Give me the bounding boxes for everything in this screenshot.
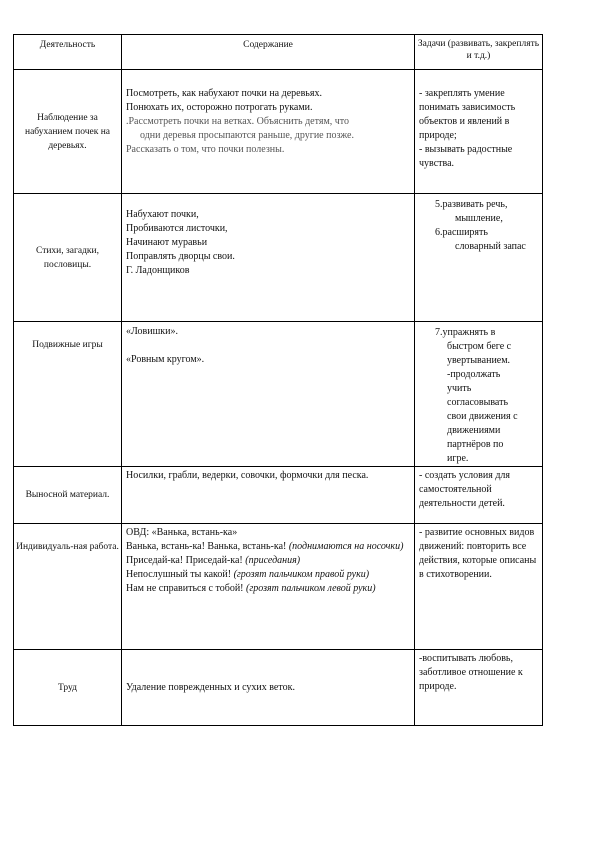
content-line: Удаление поврежденных и сухих веток. xyxy=(126,681,295,693)
activity-cell xyxy=(14,650,122,726)
verse-text: ОВД: «Ванька, встань-ка» xyxy=(126,527,238,538)
header-row xyxy=(14,35,543,70)
plan-table xyxy=(13,34,543,726)
activity-cell xyxy=(14,70,122,194)
verse-text: Непослушный ты какой! xyxy=(126,569,234,580)
stage-direction: (приседания) xyxy=(245,555,301,566)
tasks-cell xyxy=(415,194,543,322)
tasks-cell xyxy=(415,322,543,467)
content-line xyxy=(126,568,410,582)
task-text: - вызывать радостные чувства. xyxy=(419,144,513,169)
tasks-cell xyxy=(415,70,543,194)
table-row xyxy=(14,467,543,524)
content-line: «Ровным кругом». xyxy=(126,354,205,365)
table-row xyxy=(14,650,543,726)
activity-label: Стихи, загадки, пословицы. xyxy=(35,245,100,270)
task-text: - развитие основных видов движений: повторить все действия, которые описаны в стихотворении. xyxy=(419,527,537,580)
activity-cell xyxy=(14,524,122,650)
stage-direction: (поднимаются на носочки) xyxy=(288,541,404,552)
stage-direction: (грозят пальчиком левой руки) xyxy=(246,583,376,594)
activity-cell xyxy=(14,467,122,524)
task-text: -воспитывать любовь, заботливое отношение к природе. xyxy=(419,653,523,692)
content-cell xyxy=(122,524,415,650)
content-cell xyxy=(122,650,415,726)
content-line: .Рассмотреть почки на ветках. Объяснить детям, что xyxy=(126,116,350,127)
activity-label: Выносной материал. xyxy=(25,490,110,500)
content-cell xyxy=(122,70,415,194)
task-text: -продолжать xyxy=(447,369,501,380)
content-line: Пробиваются листочки, xyxy=(126,223,228,234)
content-line xyxy=(126,582,410,596)
tasks-cell xyxy=(415,650,543,726)
content-line: Поправлять дворцы свои. xyxy=(126,251,235,262)
content-line: Г. Ладонщиков xyxy=(126,265,190,276)
stage-direction: (грозят пальчиком правой руки) xyxy=(233,569,370,580)
header-tasks: Задачи (развивать, закреплять и т.д.) xyxy=(415,35,543,70)
content-line: Начинают муравьи xyxy=(126,237,208,248)
table-row xyxy=(14,70,543,194)
task-text: 6.расширять xyxy=(435,227,488,238)
task-text: - закреплять умение понимать зависимость объектов и явлений в природе; xyxy=(419,88,516,141)
content-cell xyxy=(122,194,415,322)
content-line: Рассказать о том, что почки полезны. xyxy=(126,144,285,155)
content-line: «Ловишки». xyxy=(126,326,179,337)
table-row xyxy=(14,194,543,322)
tasks-cell xyxy=(415,524,543,650)
task-text: 5.развивать речь, xyxy=(435,199,508,210)
table-row xyxy=(14,524,543,650)
activity-label: Подвижные игры xyxy=(32,340,103,350)
content-line: Набухают почки, xyxy=(126,209,199,220)
task-text: словарный запас xyxy=(455,241,526,252)
header-content: Содержание xyxy=(122,35,415,70)
content-line xyxy=(126,526,410,540)
content-line: одни деревья просыпаются раньше, другие позже. xyxy=(140,130,354,141)
content-line xyxy=(126,339,410,353)
task-text: увертыванием. xyxy=(447,355,511,366)
verse-text: Приседай-ка! Приседай-ка! xyxy=(126,555,246,566)
activity-cell xyxy=(14,322,122,467)
content-cell xyxy=(122,322,415,467)
table-row xyxy=(14,322,543,467)
task-text: учить xyxy=(447,383,472,394)
content-line: Носилки, грабли, ведерки, совочки, формочки для песка. xyxy=(126,470,369,481)
activity-label: Индивидуаль-ная работа. xyxy=(16,542,119,552)
verse-text: Нам не справиться с тобой! xyxy=(126,583,246,594)
task-text: мышление, xyxy=(455,213,503,224)
tasks-cell xyxy=(415,467,543,524)
content-line xyxy=(126,540,410,554)
activity-label: Труд xyxy=(57,682,78,693)
task-text: свои движения с xyxy=(447,411,518,422)
header-activity: Деятельность xyxy=(14,35,122,70)
task-text: быстром беге с xyxy=(447,341,512,352)
content-line xyxy=(126,554,410,568)
task-text: движениями xyxy=(447,425,501,436)
task-text: - создать условия для самостоятельной деятельности детей. xyxy=(419,470,511,509)
content-cell xyxy=(122,467,415,524)
content-line: Посмотреть, как набухают почки на деревьях. xyxy=(126,88,322,99)
activity-label: Наблюдение за набуханием почек на деревьях. xyxy=(24,112,110,151)
task-text: партнёров по xyxy=(447,439,504,450)
task-text: 7.упражнять в xyxy=(435,327,496,338)
content-line: Понюхать их, осторожно потрогать руками. xyxy=(126,102,313,113)
task-text: игре. xyxy=(447,453,469,464)
task-text: согласовывать xyxy=(447,397,509,408)
verse-text: Ванька, встань-ка! Ванька, встань-ка! xyxy=(126,541,289,552)
activity-cell xyxy=(14,194,122,322)
